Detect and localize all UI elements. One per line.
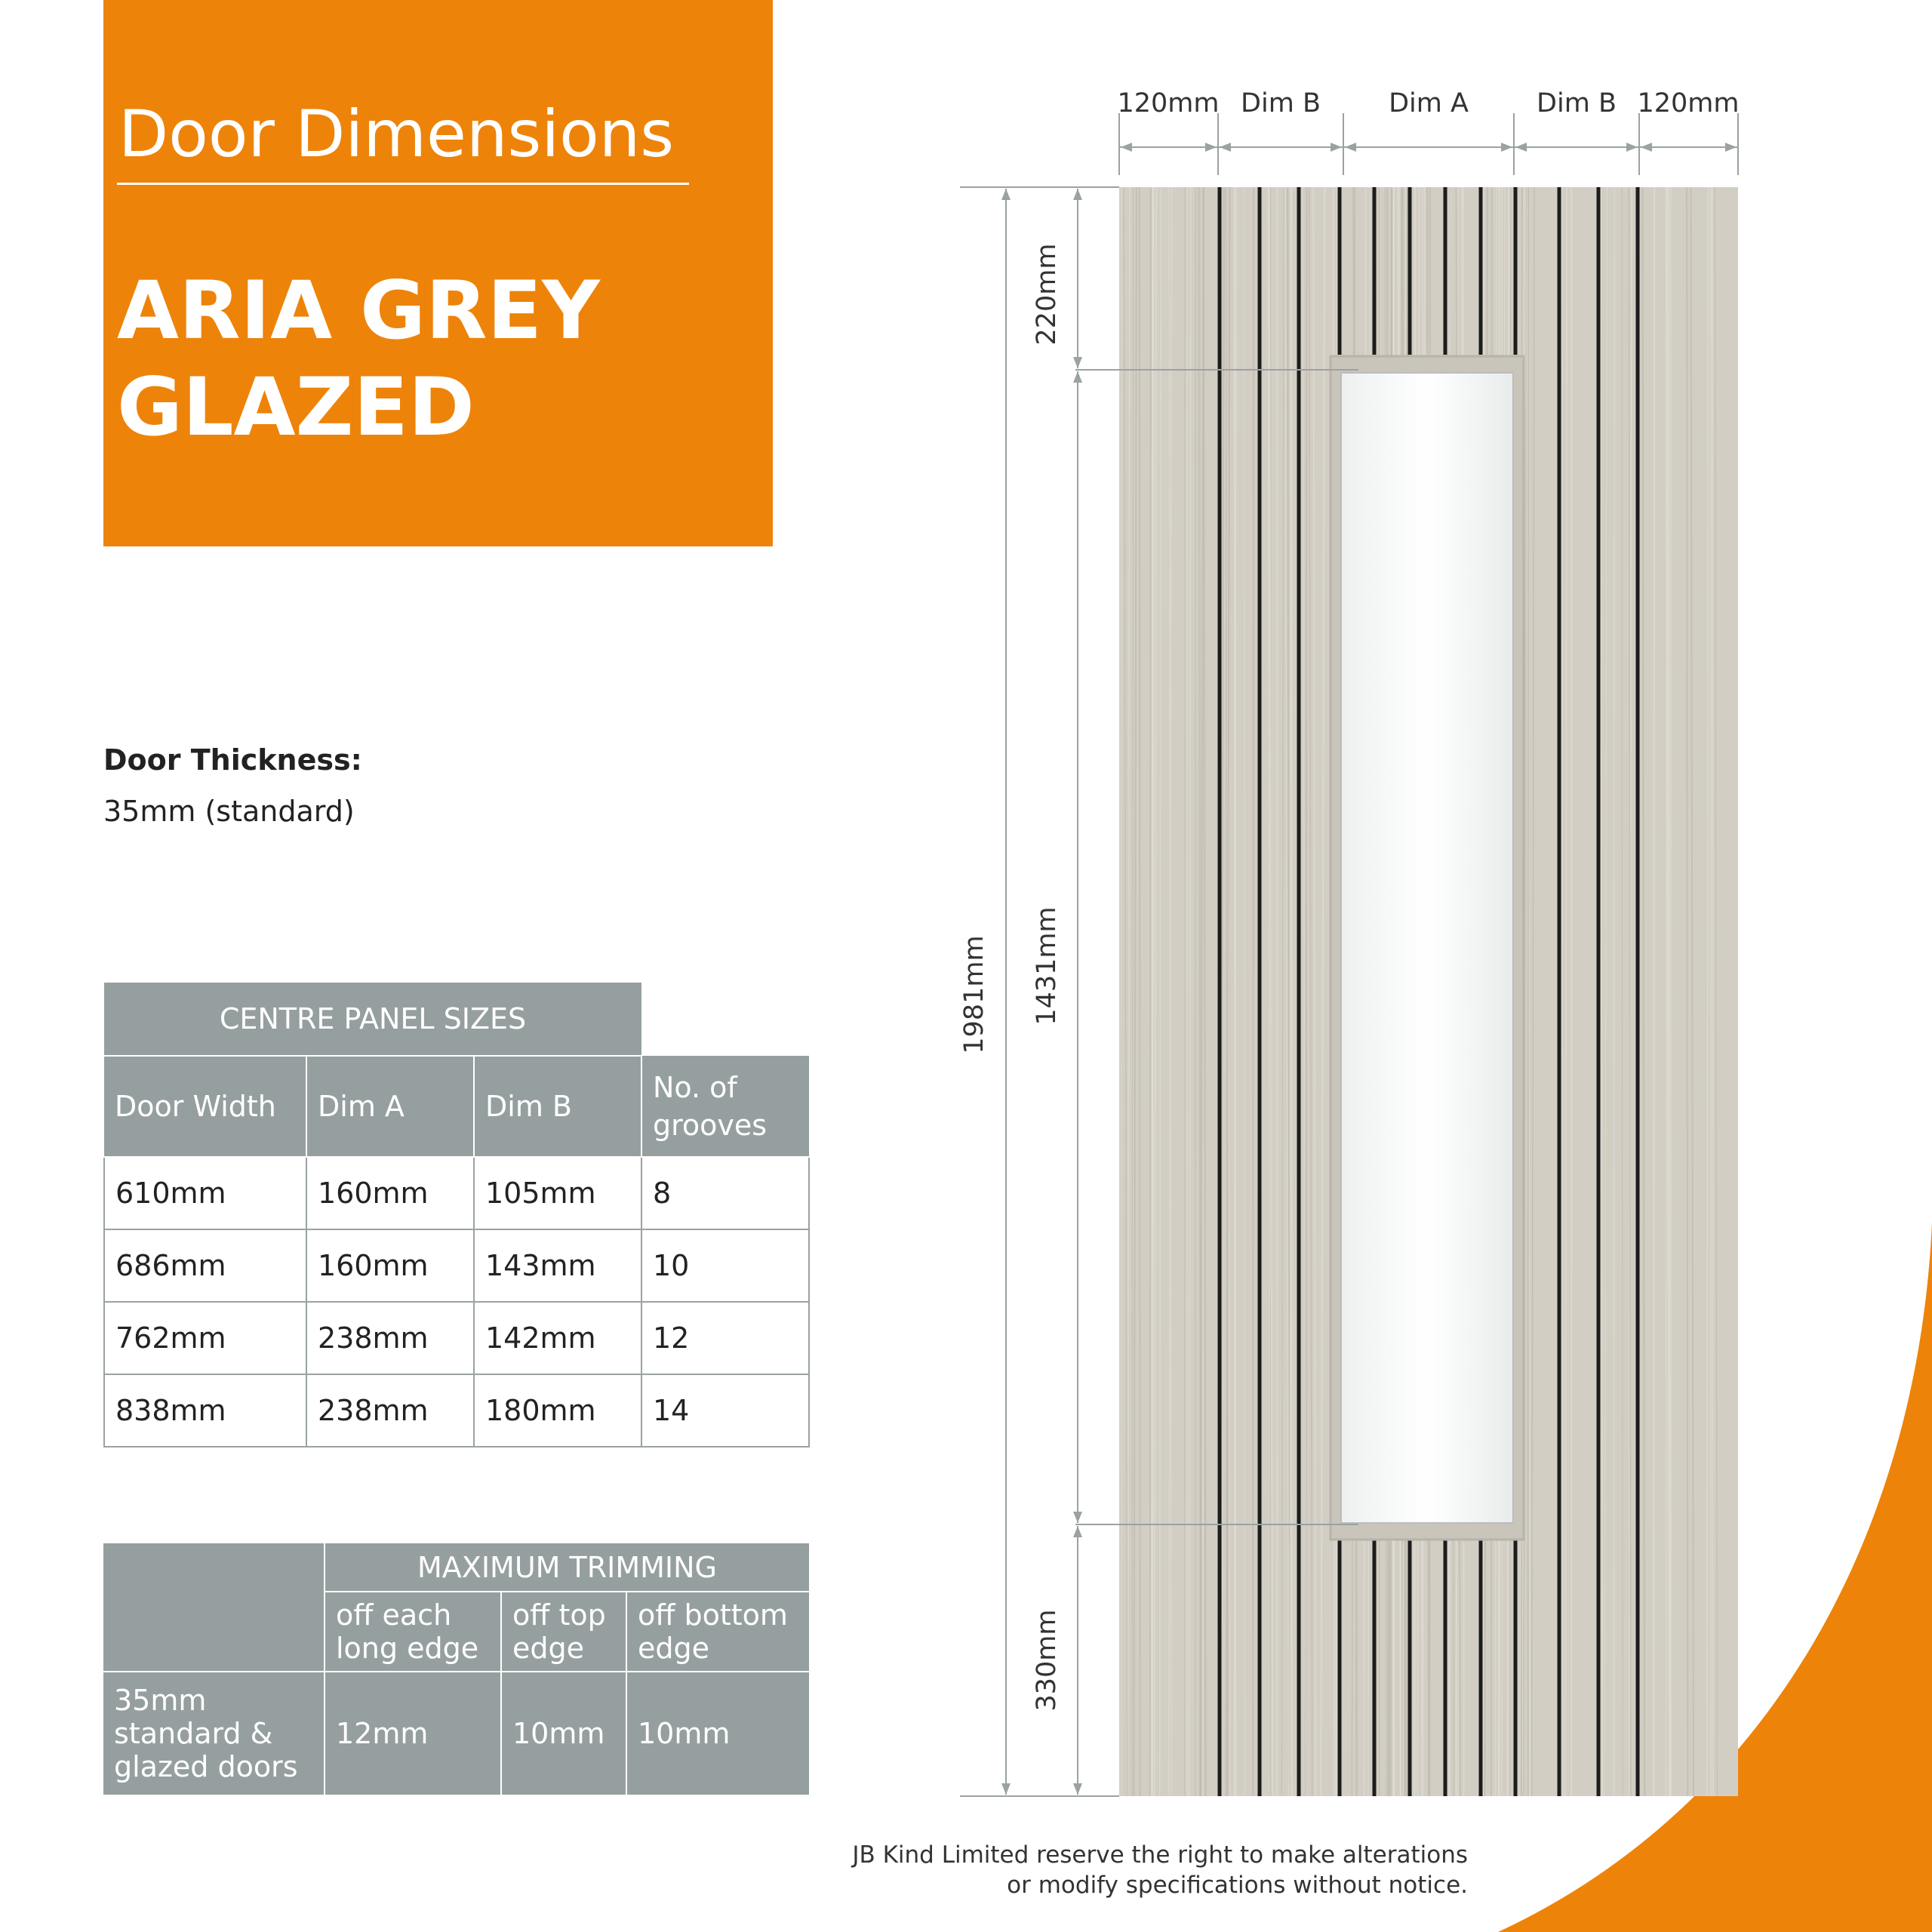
- table-cell: 238mm: [306, 1374, 474, 1447]
- header-dim-a: Dim A: [306, 1056, 474, 1157]
- table-cell: 143mm: [474, 1229, 641, 1302]
- table-cell: 105mm: [474, 1157, 641, 1229]
- centre-panel-title: CENTRE PANEL SIZES: [104, 983, 641, 1056]
- table-cell: 610mm: [104, 1157, 306, 1229]
- top-rail-label: 220mm: [1032, 243, 1062, 346]
- top-label-left-stile: 120mm: [1117, 88, 1220, 118]
- disclaimer-line1: JB Kind Limited reserve the right to make alterations: [852, 1841, 1468, 1869]
- table-cell: 8: [641, 1157, 809, 1229]
- header-off-each-long-edge: off each long edge: [325, 1592, 501, 1672]
- disclaimer-line2: or modify specifications without notice.: [1007, 1872, 1468, 1899]
- glass-panel: [1341, 373, 1513, 1523]
- header-off-top-edge: off top edge: [501, 1592, 626, 1672]
- disclaimer: [830, 1840, 1468, 1900]
- table-cell: 160mm: [306, 1229, 474, 1302]
- header-off-bottom-edge: off bottom edge: [626, 1592, 809, 1672]
- table-cell: 142mm: [474, 1302, 641, 1374]
- glass-height-label: 1431mm: [1032, 906, 1062, 1026]
- table-cell: 180mm: [474, 1374, 641, 1447]
- row-label-35mm-doors: 35mm standard & glazed doors: [103, 1672, 325, 1795]
- header-dim-b: Dim B: [474, 1056, 641, 1157]
- header-door-width: Door Width: [104, 1056, 306, 1157]
- door-thickness-label: Door Thickness:: [103, 743, 362, 777]
- overall-height-label: 1981mm: [959, 935, 989, 1054]
- table-cell: 14: [641, 1374, 809, 1447]
- trim-top-edge-value: 10mm: [501, 1672, 626, 1795]
- table-cell: 686mm: [104, 1229, 306, 1302]
- table-cell: 238mm: [306, 1302, 474, 1374]
- header-no-of-grooves: No. of grooves: [641, 1056, 809, 1157]
- page-title: Door Dimensions: [118, 97, 675, 172]
- table-cell: 762mm: [104, 1302, 306, 1374]
- product-name-line1: ARIA GREY: [117, 264, 600, 357]
- top-label-dim-b-left: Dim B: [1241, 88, 1321, 118]
- top-label-right-stile: 120mm: [1637, 88, 1740, 118]
- maximum-trimming-title: MAXIMUM TRIMMING: [325, 1543, 809, 1592]
- product-name-line2: GLAZED: [117, 361, 475, 454]
- top-label-dim-b-right: Dim B: [1537, 88, 1617, 118]
- table-cell: 160mm: [306, 1157, 474, 1229]
- trim-long-edge-value: 12mm: [325, 1672, 501, 1795]
- table-cell: 10: [641, 1229, 809, 1302]
- table-cell: 838mm: [104, 1374, 306, 1447]
- table-cell: 12: [641, 1302, 809, 1374]
- bottom-rail-label: 330mm: [1032, 1609, 1062, 1712]
- door-thickness-value: 35mm (standard): [103, 795, 355, 828]
- top-label-dim-a: Dim A: [1389, 88, 1469, 118]
- trim-bottom-edge-value: 10mm: [626, 1672, 809, 1795]
